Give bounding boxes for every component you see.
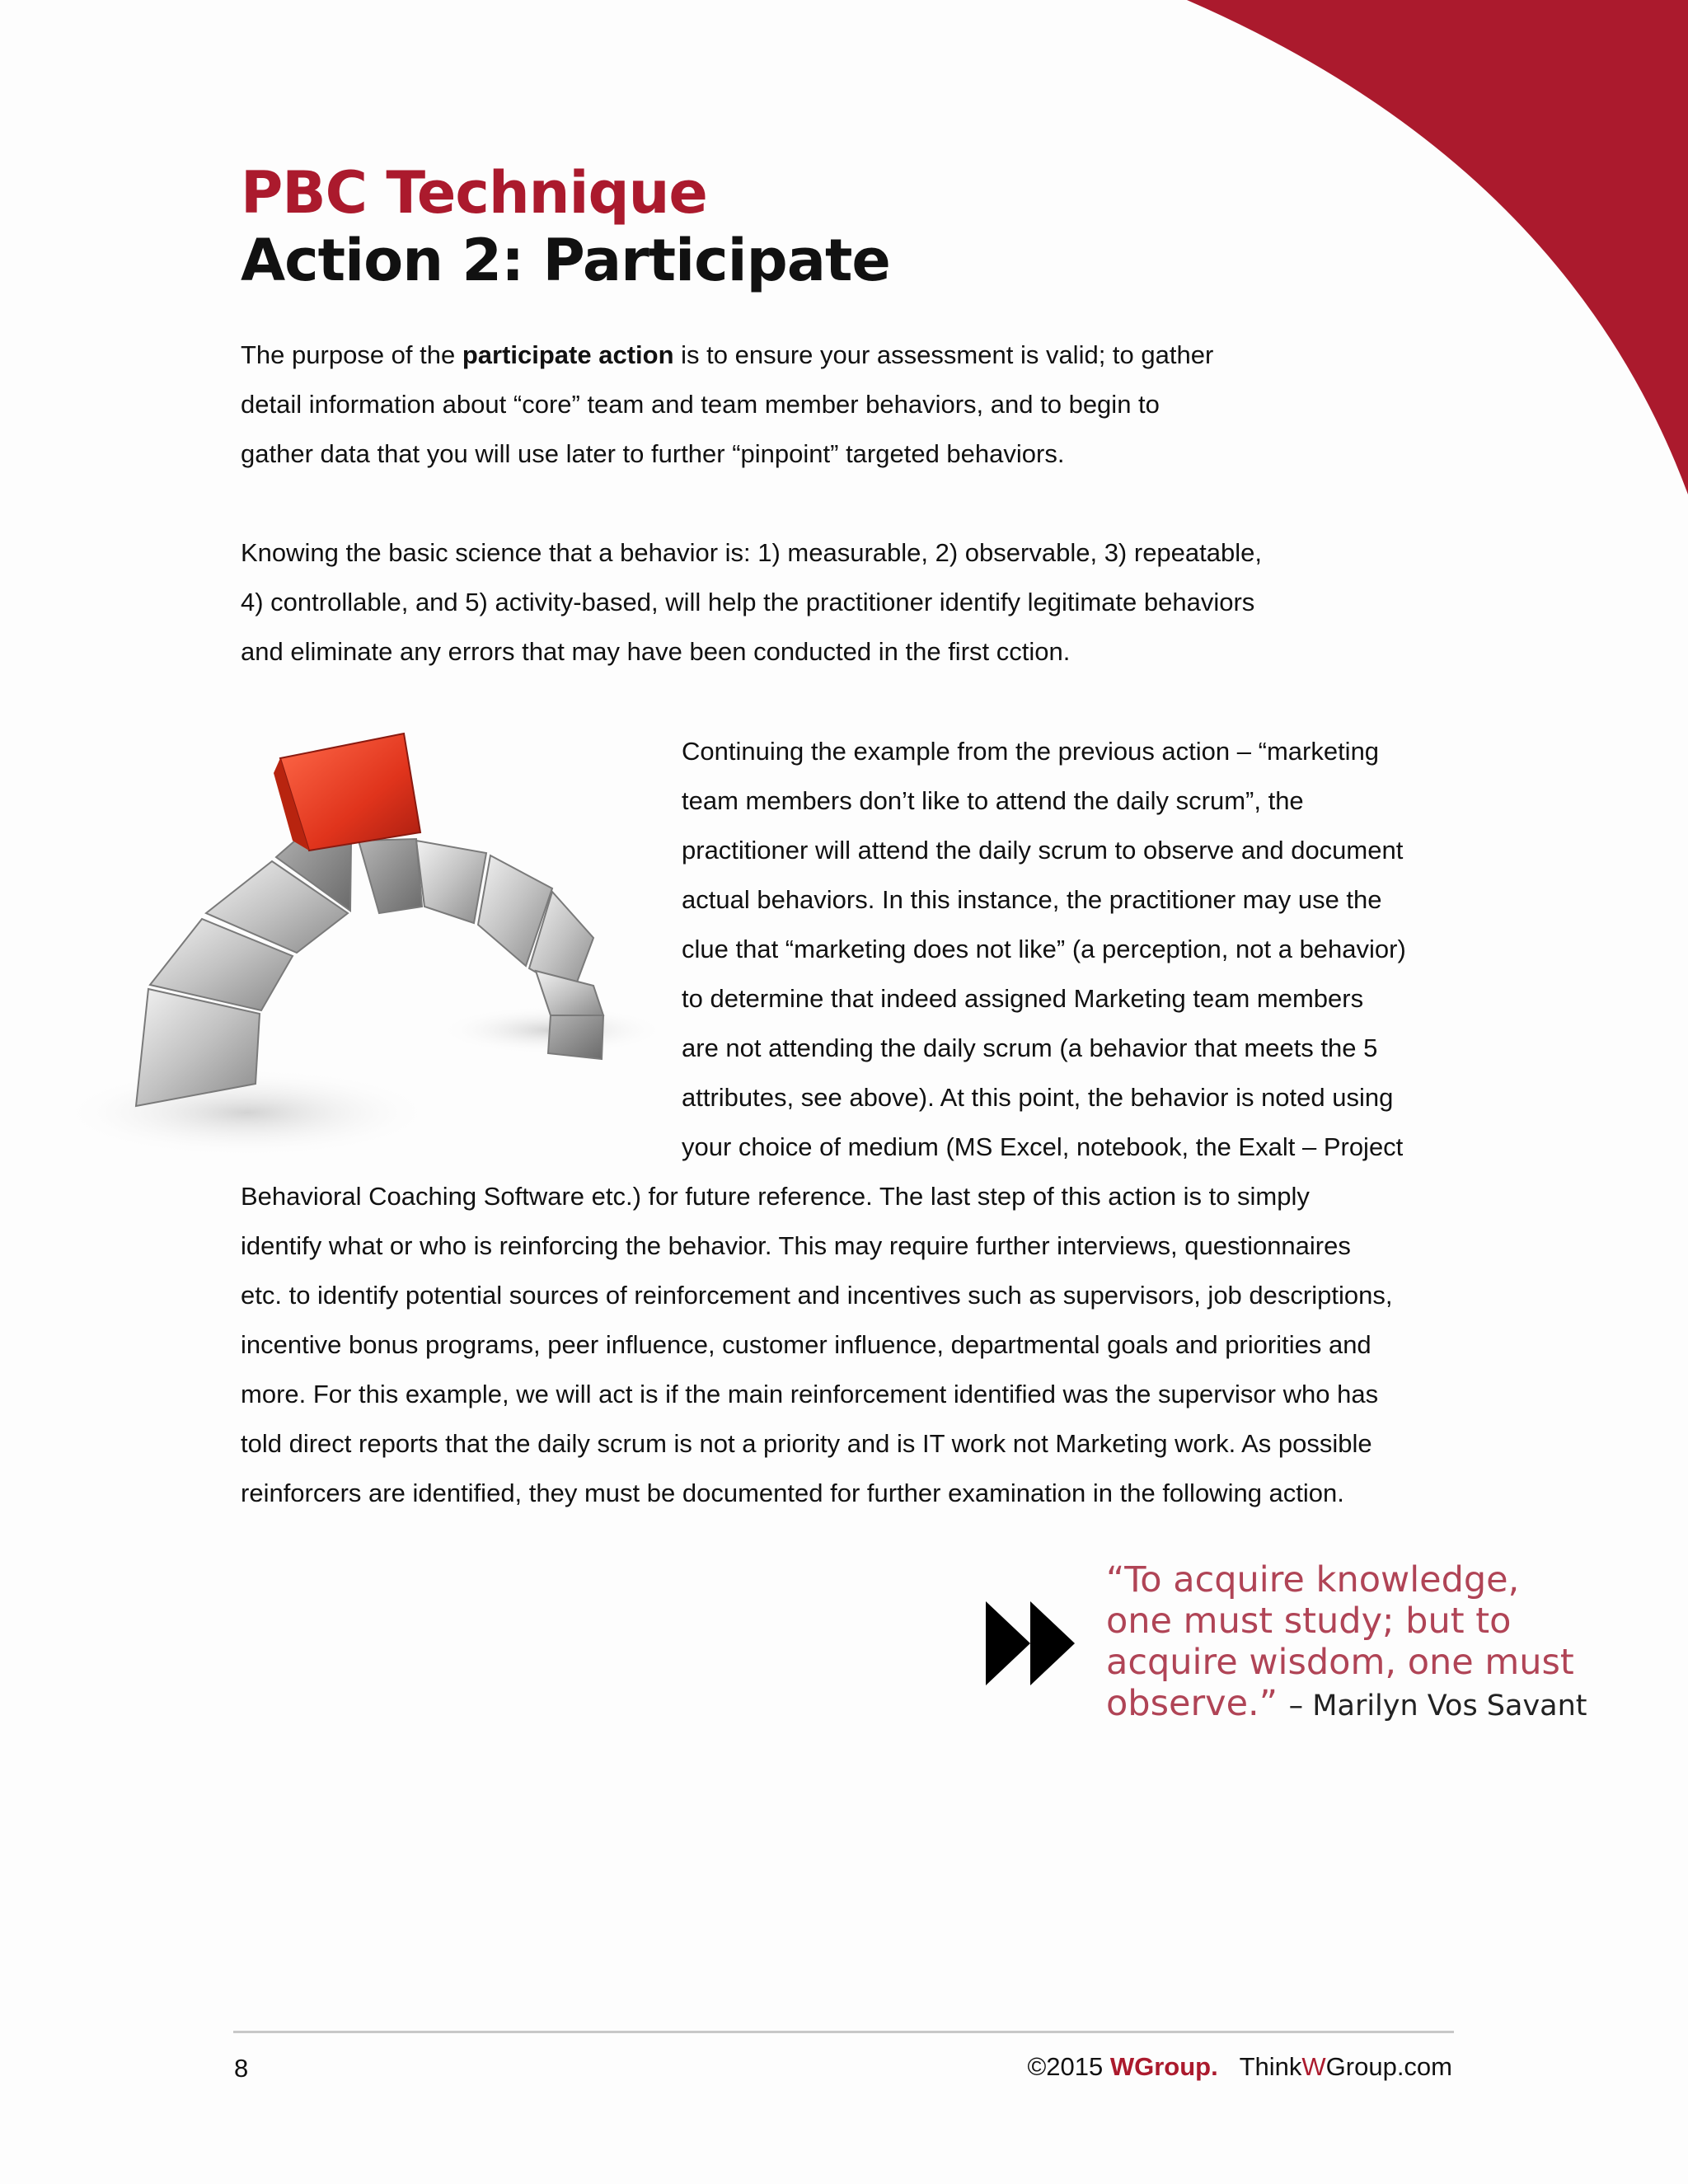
example-line: identify what or who is reinforcing the behavior. This may require further interviews, questionnaires — [241, 1231, 1351, 1260]
example-line: more. For this example, we will act is if the main reinforcement identified was the supervisor who has — [241, 1380, 1379, 1408]
intro-line-1 — [241, 330, 1213, 380]
example-line: etc. to identify potential sources of reinforcement and incentives such as supervisors, job descriptions, — [241, 1281, 1393, 1310]
intro-line-2: detail information about “core” team and team member behaviors, and to begin to — [241, 390, 1160, 419]
intro-line-1-pre: The purpose of the — [241, 340, 462, 369]
example-line: actual behaviors. In this instance, the practitioner may use the — [682, 885, 1382, 914]
science-line: Knowing the basic science that a behavior is: 1) measurable, 2) observable, 3) repeatable, — [241, 538, 1262, 567]
quote-line: “To acquire knowledge, — [1106, 1559, 1520, 1601]
page-title: PBC Technique — [241, 159, 707, 227]
footer-credits — [1027, 2052, 1452, 2082]
quote-line-last — [1106, 1683, 1587, 1727]
example-line: Continuing the example from the previous action – “marketing — [682, 737, 1380, 766]
website-prefix: Think — [1239, 2052, 1302, 2081]
example-line: to determine that indeed assigned Marketing team members — [682, 984, 1364, 1013]
example-line: told direct reports that the daily scrum is not a priority and is IT work not Marketing work. As possible — [241, 1429, 1372, 1458]
example-paragraph — [241, 727, 1406, 1518]
example-line: reinforcers are identified, they must be documented for further examination in the following action. — [241, 1479, 1344, 1507]
intro-line-3: gather data that you will use later to further “pinpoint” targeted behaviors. — [241, 439, 1065, 468]
example-line: incentive bonus programs, peer influence, customer influence, departmental goals and priorities and — [241, 1330, 1372, 1359]
example-line: team members don’t like to attend the daily scrum”, the — [682, 786, 1304, 815]
quote-line-end: observe.” — [1106, 1683, 1278, 1724]
quote-line: acquire wisdom, one must — [1106, 1642, 1574, 1683]
fast-forward-icon — [986, 1601, 1075, 1685]
example-line: attributes, see above). At this point, the behavior is noted using — [682, 1083, 1394, 1112]
website-link[interactable] — [1240, 2052, 1452, 2081]
science-paragraph — [241, 528, 1262, 677]
pull-quote — [1106, 1559, 1587, 1727]
brand-name: WGroup. — [1109, 2052, 1218, 2081]
example-line: your choice of medium (MS Excel, notebook, the Exalt – Project — [682, 1132, 1404, 1161]
intro-line-1-post: is to ensure your assessment is valid; to gather — [673, 340, 1214, 369]
science-line: 4) controllable, and 5) activity-based, will help the practitioner identify legitimate behaviors — [241, 588, 1255, 616]
example-line: practitioner will attend the daily scrum to observe and document — [682, 836, 1404, 865]
intro-line-1-bold: participate action — [462, 340, 674, 369]
example-line: are not attending the daily scrum (a behavior that meets the 5 — [682, 1033, 1378, 1062]
copyright-text: ©2015 — [1027, 2052, 1110, 2081]
quote-line: one must study; but to — [1106, 1601, 1512, 1642]
website-suffix: Group.com — [1325, 2052, 1452, 2081]
example-line: clue that “marketing does not like” (a perception, not a behavior) — [682, 935, 1406, 963]
page-subtitle: Action 2: Participate — [241, 227, 890, 294]
quote-author: – Marilyn Vos Savant — [1288, 1690, 1587, 1722]
footer-divider — [233, 2031, 1454, 2033]
website-w: W — [1301, 2052, 1326, 2081]
example-line: Behavioral Coaching Software etc.) for future reference. The last step of this action is to simply — [241, 1182, 1310, 1211]
page-number: 8 — [234, 2054, 249, 2083]
intro-paragraph — [241, 330, 1213, 479]
science-line: and eliminate any errors that may have been conducted in the first cction. — [241, 637, 1071, 666]
